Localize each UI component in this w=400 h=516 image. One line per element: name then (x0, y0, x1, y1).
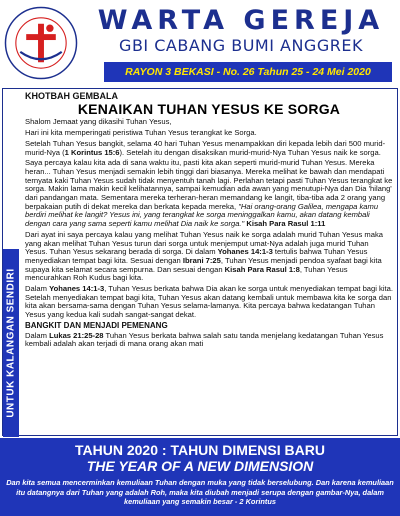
scripture-ref: Kisah Para Rasul 1:11 (246, 219, 326, 229)
paragraph: Shalom Jemaat yang dikasihi Tuhan Yesus, (25, 117, 172, 127)
paragraph: Dalam Lukas 21:25-28 Tuhan Yesus berkata bahwa salah satu tanda menjelang kedatangan Tuhan Yesus kembali adalah akan terjadi di mana orang akan mati (25, 330, 384, 349)
paragraph: Hari ini kita memperingati peristiwa Tuhan Yesus terangkat ke Sorga. (25, 128, 257, 138)
quote: "Hai orang-orang Galilea, mengapa kamu berdiri melihat ke langit? Yesus ini, yang terangkat ke sorga meninggalkan kamu, akan datang kembali dengan cara yang sama seperti kamu melihat Dia naik ke sorga." (25, 201, 379, 229)
paragraph: Setelah Tuhan Yesus bangkit, selama 40 hari Tuhan Yesus menampakkan diri kepada lebih dari 500 murid-murid-Nya (1 Korintus 15:6). Setelah itu dengan disaksikan murid-murid-Nya Tuhan Yesus naik ke sorga. (25, 138, 386, 157)
theme-subtitle: THE YEAR OF A NEW DIMENSION (86, 458, 314, 474)
paragraph: Saya percaya kalau kita ada di sana waktu itu, pasti kita akan seperti murid-murid Tuhan Yesus. Mereka heran... Tuhan Yesus menjadi semakin lebih tinggi dari biasanya. Mereka melihat ke bawah dan mendapati ternyata kaki Tuhan Yesus sudah tidak menyentuh tanah lagi. Perlahan tetapi pasti Tuhan Yesus terangkat ke sorga. Makin lama makin kecil kelihatannya, sampai kemudian ada awan yang menutupi-Nya dan Dia 'hilang' dari pandangan mata. Sementara mereka terheran-heran memandang ke langit, tiba-tiba ada 2 orang yang berpakaian putih di dekat mereka dan berkata kepada mereka, "Hai orang-orang Galilea, mengapa kamu berdiri melihat ke langit? Yesus ini, yang terangkat ke sorga meninggalkan kamu, akan datang kembali dengan cara yang sama seperti kamu melihat Dia naik ke sorga." Kisah Para Rasul 1:11 (25, 158, 393, 229)
scripture-ref: Ibrani 7:25 (182, 255, 221, 265)
subheading: BANGKIT DAN MENJADI PEMENANG (25, 320, 168, 330)
scripture-ref: Yohanes 14:1-3 (217, 247, 273, 257)
church-branch-name: GBI CABANG BUMI ANGGREK (119, 36, 363, 55)
sermon-article (25, 92, 393, 351)
issue-info: RAYON 3 BEKASI - No. 26 Tahun 25 - 24 Mei 2020 (104, 62, 392, 82)
masthead (0, 0, 400, 86)
paragraph: Dalam Yohanes 14:1-3, Tuhan Yesus berkata bahwa Dia akan ke sorga untuk menyediakan tempat bagi kita. Setelah menyediakan tempat bagi kita, Tuhan Yesus akan datang kembali untuk membawa kita ke sorga dan kita akan bersama-sama dengan Tuhan Yesus selama-lamanya. Kita percaya bahwa kedatangan Tuhan Yesus yang kedua kali sudah sangat-sangat dekat. (25, 284, 393, 320)
paragraph: Dari ayat ini saya percaya kalau yang melihat Tuhan Yesus naik ke sorga adalah murid Tuhan Yesus maka yang akan melihat Tuhan Yesus turun dari sorga untuk menjemput umat-Nya adalah juga murid Tuhan Yesus. Tuhan Yesus sekarang berada di sorga. Di dalam Yohanes 14:1-3 tertulis bahwa Tuhan Yesus menyediakan tempat bagi kita. Sesuai dengan Ibrani 7:25, Tuhan Yesus menjadi pendoa syafaat bagi kita supaya kita selamat secara sempurna. Dan sesuai dengan Kisah Para Rasul 1:8, Tuhan Yesus mencurahkan Roh Kudus bagi kita. (25, 229, 383, 283)
scripture-ref: Kisah Para Rasul 1:8 (224, 264, 300, 274)
theme-title: TAHUN 2020 : TAHUN DIMENSI BARU (75, 442, 325, 458)
article-headline: KENAIKAN TUHAN YESUS KE SORGA (77, 100, 341, 117)
church-logo-icon (4, 6, 78, 80)
scripture-ref: Yohanes 14:1-3 (49, 284, 105, 294)
theme-verse: Dan kita semua mencerminkan kemuliaan Tuhan dengan muka yang tidak berselubung. Dan karena kemuliaan itu datangnya dari Tuhan yang adalah Roh, maka kita diubah menjadi serupa dengan gambar-Nya, dalam kemuliaan yang semakin besar - 2 Korintus (6, 478, 394, 506)
section-label: KHOTBAH GEMBALA (25, 91, 118, 101)
article-panel (2, 88, 398, 436)
yearly-theme-banner (0, 438, 400, 516)
side-banner-text: UNTUK KALANGAN SENDIRI (5, 268, 17, 418)
scripture-ref: Lukas 21:25-28 (49, 330, 104, 340)
newsletter-title: WARTA GEREJA (97, 5, 385, 36)
scripture-ref: 1 Korintus 15:6 (64, 147, 120, 157)
